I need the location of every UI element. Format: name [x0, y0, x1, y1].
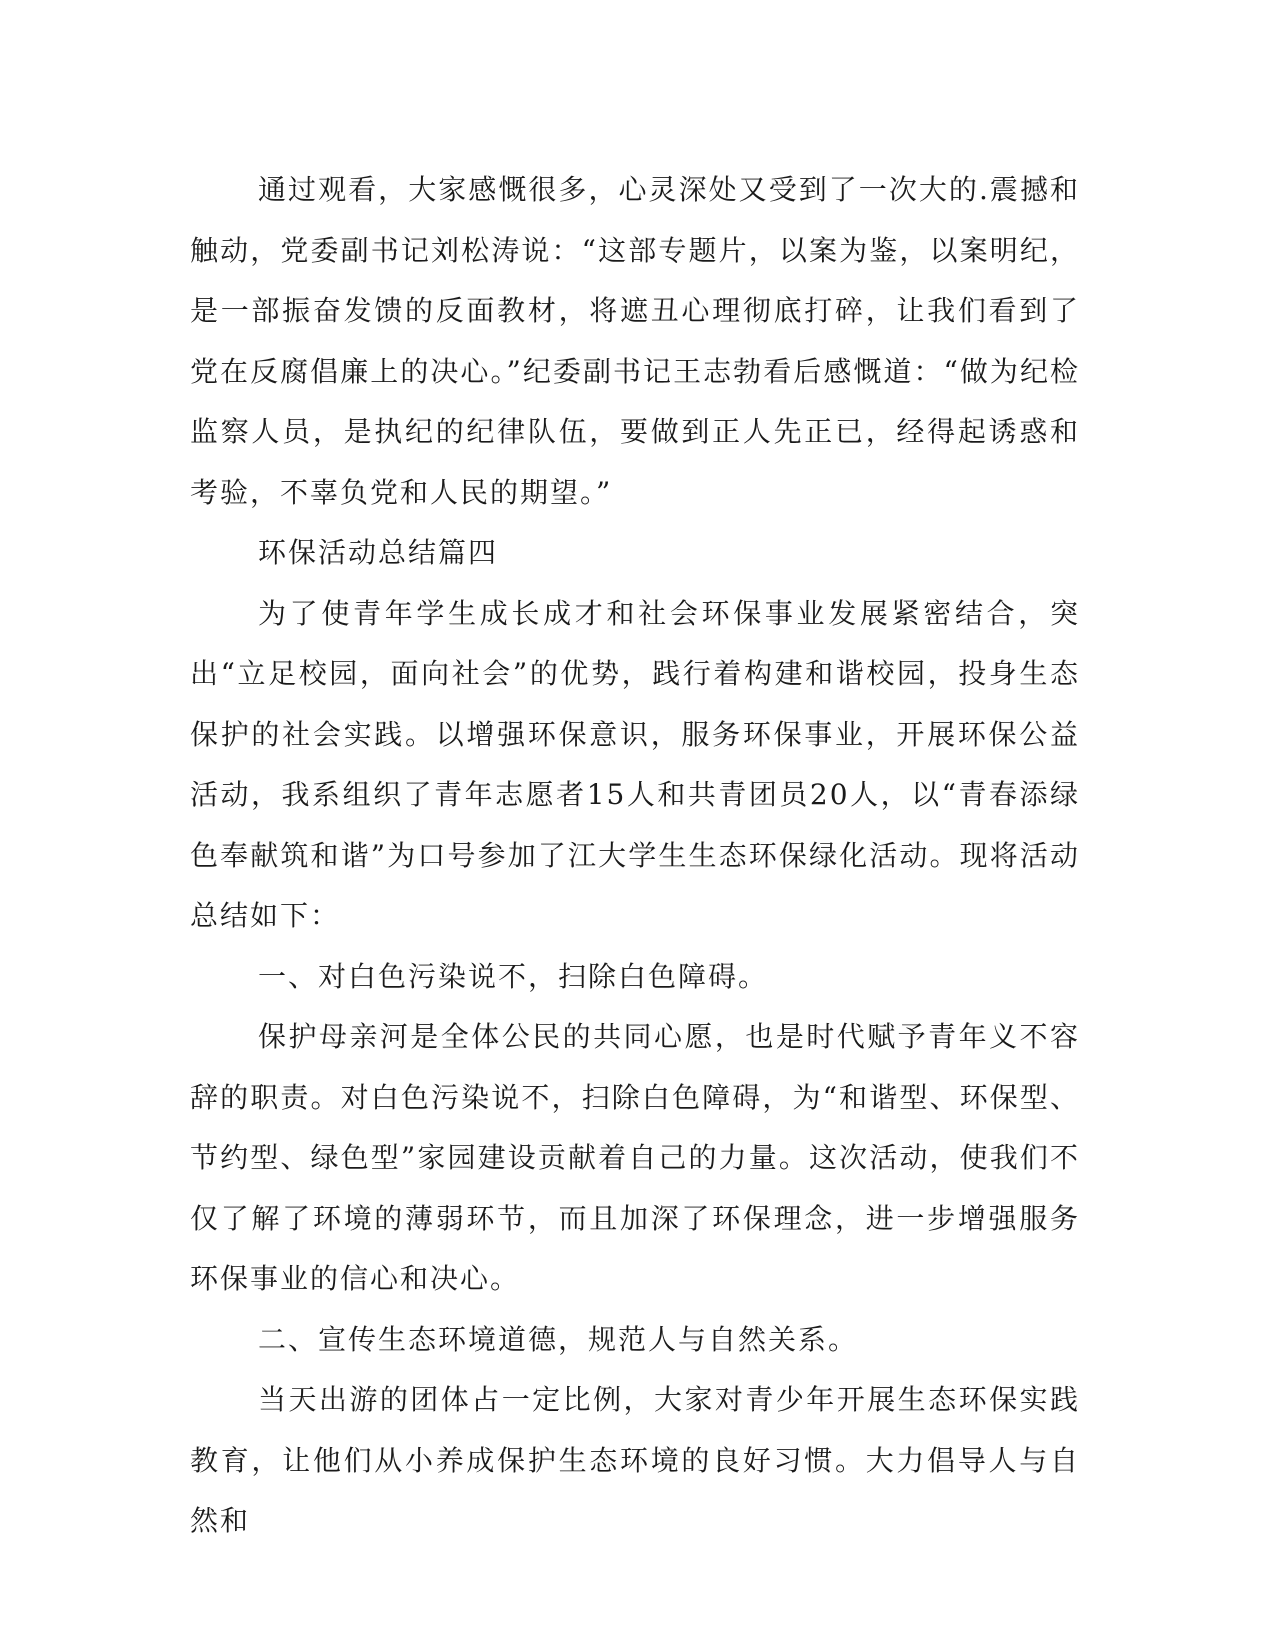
section-heading: 环保活动总结篇四 — [258, 536, 499, 569]
subheading-one: 一、对白色污染说不，扫除白色障碍。 — [258, 959, 769, 993]
paragraph-white-pollution: 保护母亲河是全体公民的共同心愿，也是时代赋予青年义不容辞的职责。对白色污染说不，扫除白色障碍，为“和谐型、环保型、节约型、绿色型”家园建设贡献着自己的力量。这次活动，使我们不仅了解了环境的薄弱环节，而且加深了环保理念，进一步增强服务环保事业的信心和决心。 — [190, 1020, 1080, 1295]
paragraph-intro: 为了使青年学生成长成才和社会环保事业发展紧密结合，突出“立足校园，面向社会”的优势，践行着构建和谐校园，投身生态保护的社会实践。以增强环保意识，服务环保事业，开展环保公益活动，我系组织了青年志愿者15人和共青团员20人，以“青春添绿色奉献筑和谐”为口号参加了江大学生生态环保绿化活动。现将活动总结如下： — [190, 596, 1080, 932]
paragraph-viewing-reflections: 通过观看，大家感慨很多，心灵深处又受到了一次大的.震撼和触动，党委副书记刘松涛说：“这部专题片，以案为鉴，以案明纪，是一部振奋发馈的反面教材，将遮丑心理彻底打碎，让我们看到了党在反腐倡廉上的决心。”纪委副书记王志勃看后感慨道：“做为纪检监察人员，是执纪的纪律队伍，要做到正人先正已，经得起诱惑和考验，不辜负党和人民的期望。” — [190, 173, 1080, 509]
paragraph-ecology-education: 当天出游的团体占一定比例，大家对青少年开展生态环保实践教育，让他们从小养成保护生态环境的良好习惯。大力倡导人与自然和 — [190, 1383, 1080, 1537]
subheading-two: 二、宣传生态环境道德，规范人与自然关系。 — [258, 1322, 859, 1356]
document-body — [190, 160, 1080, 1552]
